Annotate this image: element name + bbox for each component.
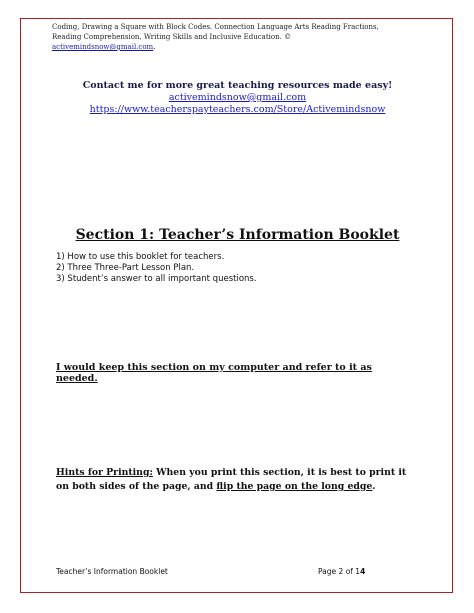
hints-label: Hints for Printing: (56, 467, 153, 478)
page-number-total: 4 (360, 567, 366, 576)
list-item: 2) Three Three-Part Lesson Plan. (56, 263, 195, 273)
list-item: 3) Student’s answer to all important questions. (56, 274, 257, 284)
contact-block (60, 80, 415, 116)
contact-email-link[interactable]: activemindsnow@gmail.com (168, 92, 307, 103)
header-text (52, 22, 392, 52)
page-number (318, 567, 365, 576)
header-trailing: . (153, 43, 156, 51)
hints-end: . (372, 481, 376, 492)
section-title: Section 1: Teacher’s Information Booklet (75, 227, 400, 243)
store-url-link[interactable]: https://www.teacherspayteachers.com/Store/Activemindsnow (89, 104, 386, 115)
printing-hints (56, 466, 416, 494)
contact-headline: Contact me for more great teaching resources made easy! (82, 80, 393, 91)
header-description: Coding, Drawing a Square with Block Codes. Connection Language Arts Reading Fractions, Reading Comprehension, Writing Skills and Inclusive Education. © (52, 23, 379, 41)
header-email-link[interactable]: activemindsnow@gmail.com (52, 43, 154, 51)
hints-emphasis: flip the page on the long edge (216, 481, 373, 492)
page-number-prefix: Page 2 of 1 (318, 567, 361, 576)
footer-title: Teacher’s Information Booklet (56, 567, 168, 576)
keep-section-note: I would keep this section on my computer and refer to it as needed. (56, 362, 372, 384)
list-item: 1) How to use this booklet for teachers. (56, 252, 225, 262)
section-item-list (56, 252, 396, 285)
hints-text: When you print this section, it is best to print it on both sides of the page, and (56, 467, 407, 492)
